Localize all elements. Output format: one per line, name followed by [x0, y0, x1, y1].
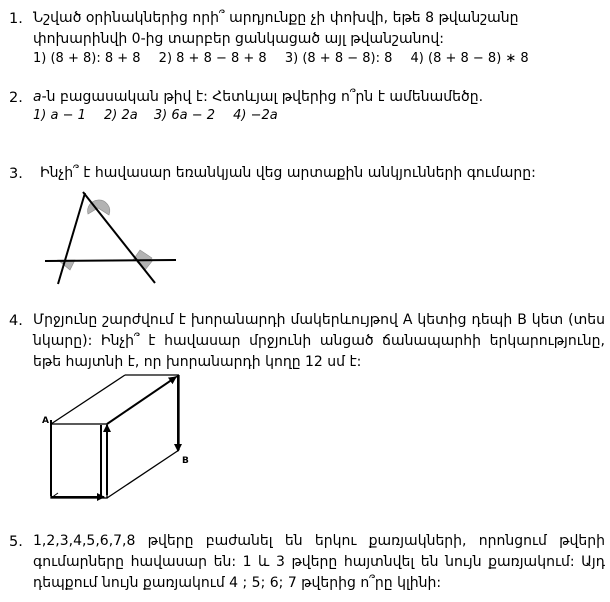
option-4: 4) −2a — [233, 108, 278, 123]
question-number: 5. — [9, 534, 23, 550]
question-text — [33, 87, 605, 108]
question-number: 1. — [9, 11, 23, 27]
point-b-label: B — [182, 456, 189, 466]
point-a-label: A — [42, 416, 49, 426]
question-text: Ինչի՞ է հավասար եռանկյան վեց արտաքին անկյունների գումարը: — [40, 165, 536, 181]
triangle-diagram — [0, 185, 610, 295]
question-number: 3. — [9, 166, 23, 182]
cube-diagram — [0, 360, 610, 500]
line-right — [83, 192, 155, 283]
option-2: 2) 2a — [104, 108, 138, 123]
option-4: 4) (8 + 8 − 8) ∗ 8 — [410, 51, 529, 66]
front-face — [51, 424, 107, 498]
question-text: 1,2,3,4,5,6,7,8 թվերը բաժանել են երկու քառյակների, որոնցում թվերի գումարները հավասար են: 1 և 3 թվերը հայտնվել են նույն քառյակում: Այդ դեպքում նույն քառյակում 4 ; 5; 6; 7 թվերից ո՞րը կլինի: — [33, 533, 605, 591]
question-text: Մրջյունը շարժվում է խորանարդի մակերևույթով A կետից դեպի B կետ (տես նկարը): Ինչի՞ է հավասար մրջյունի անցած ճանապարհի երկարությունը, եթե հայտնի է, որ խորանարդի կողը 12 սմ է: — [33, 312, 605, 370]
option-1: 1) a − 1 — [33, 108, 86, 123]
option-2: 2) 8 + 8 − 8 + 8 — [158, 51, 267, 66]
right-angle-shade — [137, 260, 153, 270]
question-text-body: -ն բացասական թիվ է: Հետևյալ թվերից ո՞րն է ամենամեծը. — [41, 89, 484, 105]
option-3: 3) (8 + 8 − 8): 8 — [284, 51, 393, 66]
option-1: 1) (8 + 8): 8 + 8 — [33, 51, 141, 66]
answer-options — [33, 50, 543, 68]
question-text: Նշված օրինակներից որի՞ արդյունքը չի փոխվի, եթե 8 թվանշանը փոխարինվի 0-ից տարբեր ցանկացած այլ թվանշանով: — [33, 10, 519, 47]
line-base — [45, 260, 176, 261]
variable-a: a — [33, 89, 42, 105]
question-number: 2. — [9, 90, 23, 106]
answer-options — [33, 107, 292, 125]
question-number: 4. — [9, 313, 23, 329]
path-diagonal — [107, 377, 176, 424]
line-left — [58, 193, 85, 284]
option-3: 3) 6a − 2 — [153, 108, 216, 123]
